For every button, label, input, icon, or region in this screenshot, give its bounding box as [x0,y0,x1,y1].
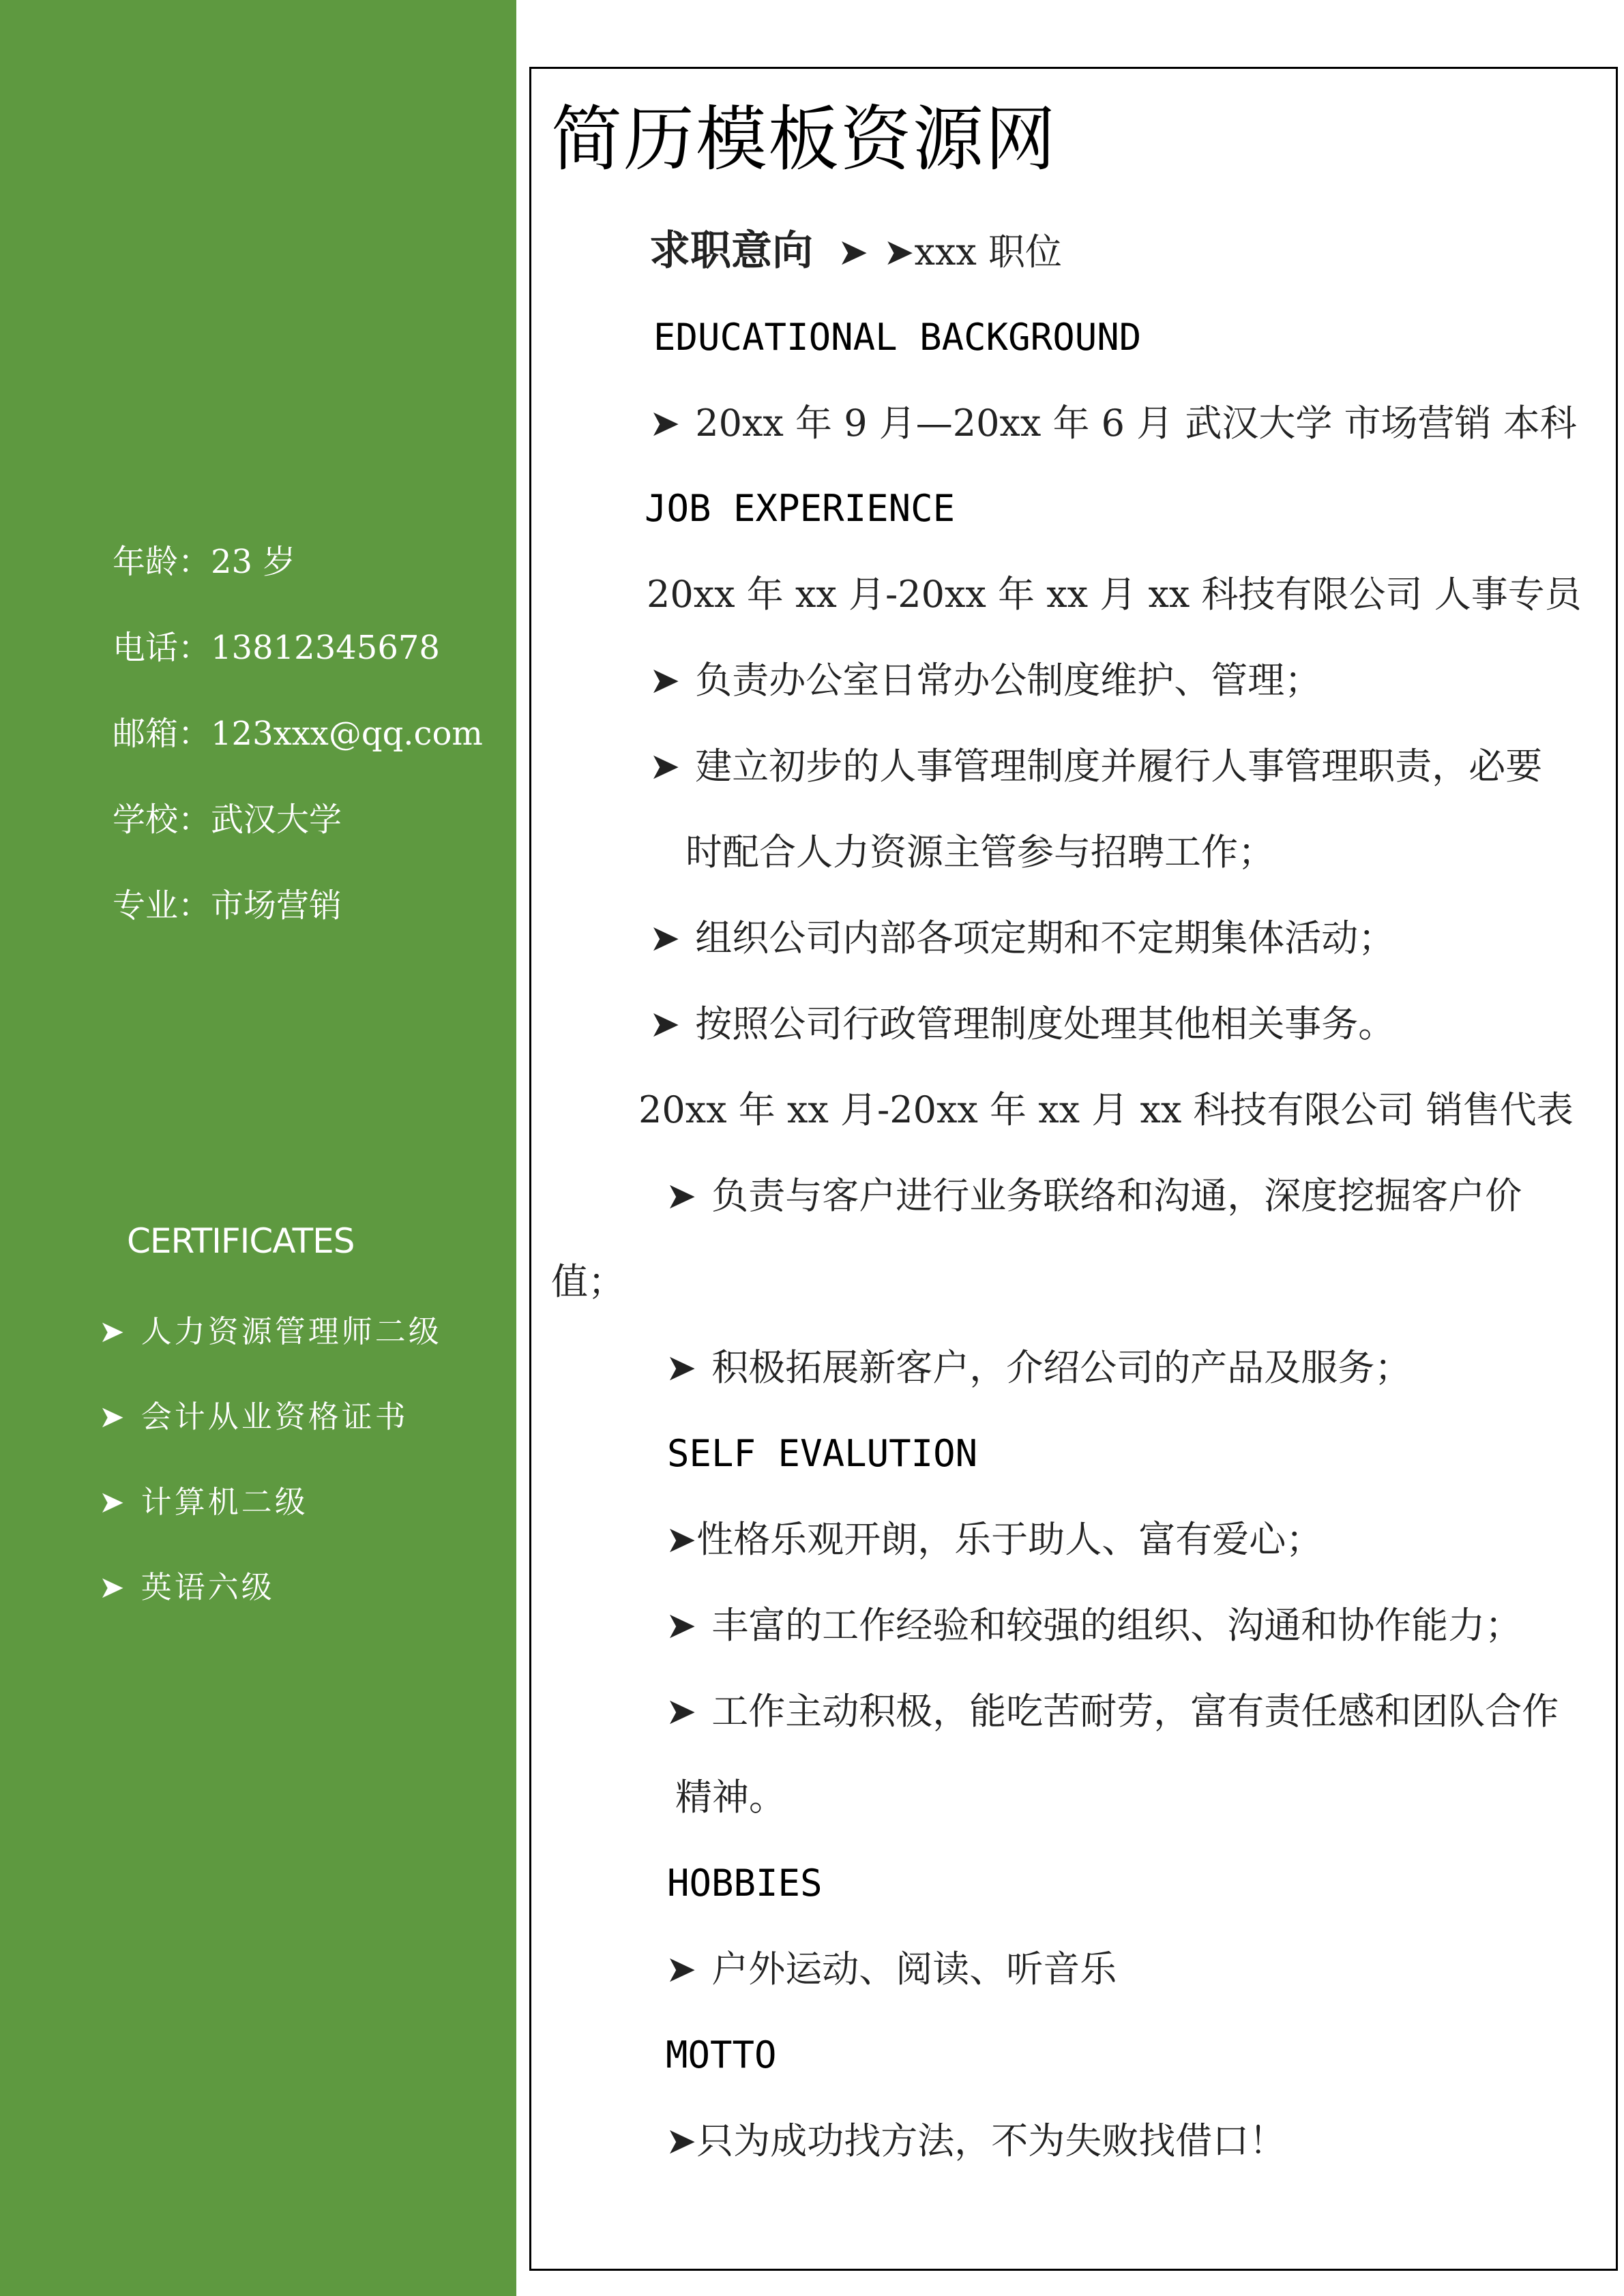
job1-item [649,1002,1396,1045]
education-item [649,402,1577,445]
job1-item-text: 负责办公室日常办公制度维护、管理； [695,659,1322,702]
major-label: 专业： [113,886,211,925]
phone-value: 13812345678 [211,629,440,667]
job1-item [649,916,1396,959]
job2-item [666,1346,1412,1389]
self-evaluation-text: 性格乐观开朗，乐于助人、富有爱心； [696,1518,1323,1561]
arrow-icon: ➤ [666,1346,697,1389]
content-frame [529,67,1618,2271]
job1-item-text: 按照公司行政管理制度处理其他相关事务。 [695,1002,1396,1045]
motto-item [666,2119,1286,2162]
hobbies-heading: HOBBIES [667,1862,823,1905]
self-evaluation-item-continued: 精神。 [675,1776,786,1819]
email-value: 123xxx@qq.com [211,715,483,753]
school-label: 学校： [113,801,211,839]
hobbies-item [666,1948,1117,1991]
school-line [113,801,342,839]
arrow-icon: ➤ [666,1604,697,1647]
age-line [113,543,296,581]
education-text: 20xx 年 9 月—20xx 年 6 月 武汉大学 市场营销 本科 [695,402,1577,445]
arrow-icon: ➤ [883,230,915,273]
job2-item-text: 积极拓展新客户，介绍公司的产品及服务； [711,1346,1412,1389]
job2-item-text: 负责与客户进行业务联络和沟通，深度挖掘客户价 [711,1174,1522,1217]
job-intent-label: 求职意向 [649,227,813,275]
email-label: 邮箱： [113,715,211,753]
job-intent-line [649,227,1063,275]
certificate-label: 人力资源管理师二级 [141,1313,442,1350]
arrow-icon: ➤ [99,1313,125,1350]
job2-title: 20xx 年 xx 月-20xx 年 xx 月 xx 科技有限公司 销售代表 [638,1088,1574,1131]
job1-item [649,745,1543,788]
age-value: 23 岁 [211,543,296,581]
motto-text: 只为成功找方法，不为失败找借口！ [696,2119,1286,2162]
arrow-icon: ➤ [649,916,681,959]
self-evaluation-item [666,1690,1559,1733]
arrow-icon: ➤ [99,1484,125,1520]
self-evaluation-heading: SELF EVALUTION [667,1432,978,1475]
experience-heading: JOB EXPERIENCE [645,487,956,530]
arrow-icon: ➤ [649,1002,681,1045]
self-evaluation-item [666,1518,1323,1561]
arrow-icon: ➤ [666,1948,697,1991]
school-value: 武汉大学 [211,801,342,839]
self-evaluation-text: 丰富的工作经验和较强的组织、沟通和协作能力； [711,1604,1522,1647]
arrow-icon: ➤ [99,1569,125,1605]
job1-item-text: 建立初步的人事管理制度并履行人事管理职责，必要 [695,745,1543,788]
job2-item [666,1174,1522,1217]
certificate-item [99,1313,442,1350]
arrow-icon: ➤ [666,1518,697,1561]
motto-heading: MOTTO [666,2033,777,2076]
arrow-icon: ➤ [99,1399,125,1435]
education-heading: EDUCATIONAL BACKGROUND [653,316,1142,359]
job1-item [649,659,1322,702]
arrow-icon: ➤ [649,745,681,788]
phone-label: 电话： [113,629,211,667]
self-evaluation-item [666,1604,1522,1647]
arrow-icon: ➤ [666,1690,697,1733]
certificate-item [99,1399,409,1435]
certificate-item [99,1484,308,1520]
job1-title: 20xx 年 xx 月-20xx 年 xx 月 xx 科技有限公司 人事专员 [647,573,1582,616]
job1-item-text: 组织公司内部各项定期和不定期集体活动； [695,916,1396,959]
arrow-icon: ➤ [838,230,869,273]
self-evaluation-text: 工作主动积极，能吃苦耐劳，富有责任感和团队合作 [711,1690,1559,1733]
certificate-label: 会计从业资格证书 [141,1399,409,1435]
sidebar [0,0,516,2296]
arrow-icon: ➤ [666,2119,697,2162]
certificate-label: 英语六级 [141,1569,275,1605]
arrow-icon: ➤ [649,659,681,702]
major-line [113,886,342,925]
certificates-heading: CERTIFICATES [127,1221,355,1261]
job1-item-continued: 时配合人力资源主管参与招聘工作； [685,831,1275,874]
age-label: 年龄： [113,543,211,581]
email-line [113,715,483,753]
arrow-icon: ➤ [649,402,681,445]
major-value: 市场营销 [211,886,342,925]
page-title: 简历模板资源网 [551,98,1058,181]
certificate-item [99,1569,275,1605]
phone-line [113,629,440,667]
certificate-label: 计算机二级 [141,1484,308,1520]
hobbies-text: 户外运动、阅读、听音乐 [711,1948,1117,1991]
job-intent-value: xxx 职位 [914,230,1063,273]
arrow-icon: ➤ [666,1174,697,1217]
job2-item-continued: 值； [551,1260,625,1303]
